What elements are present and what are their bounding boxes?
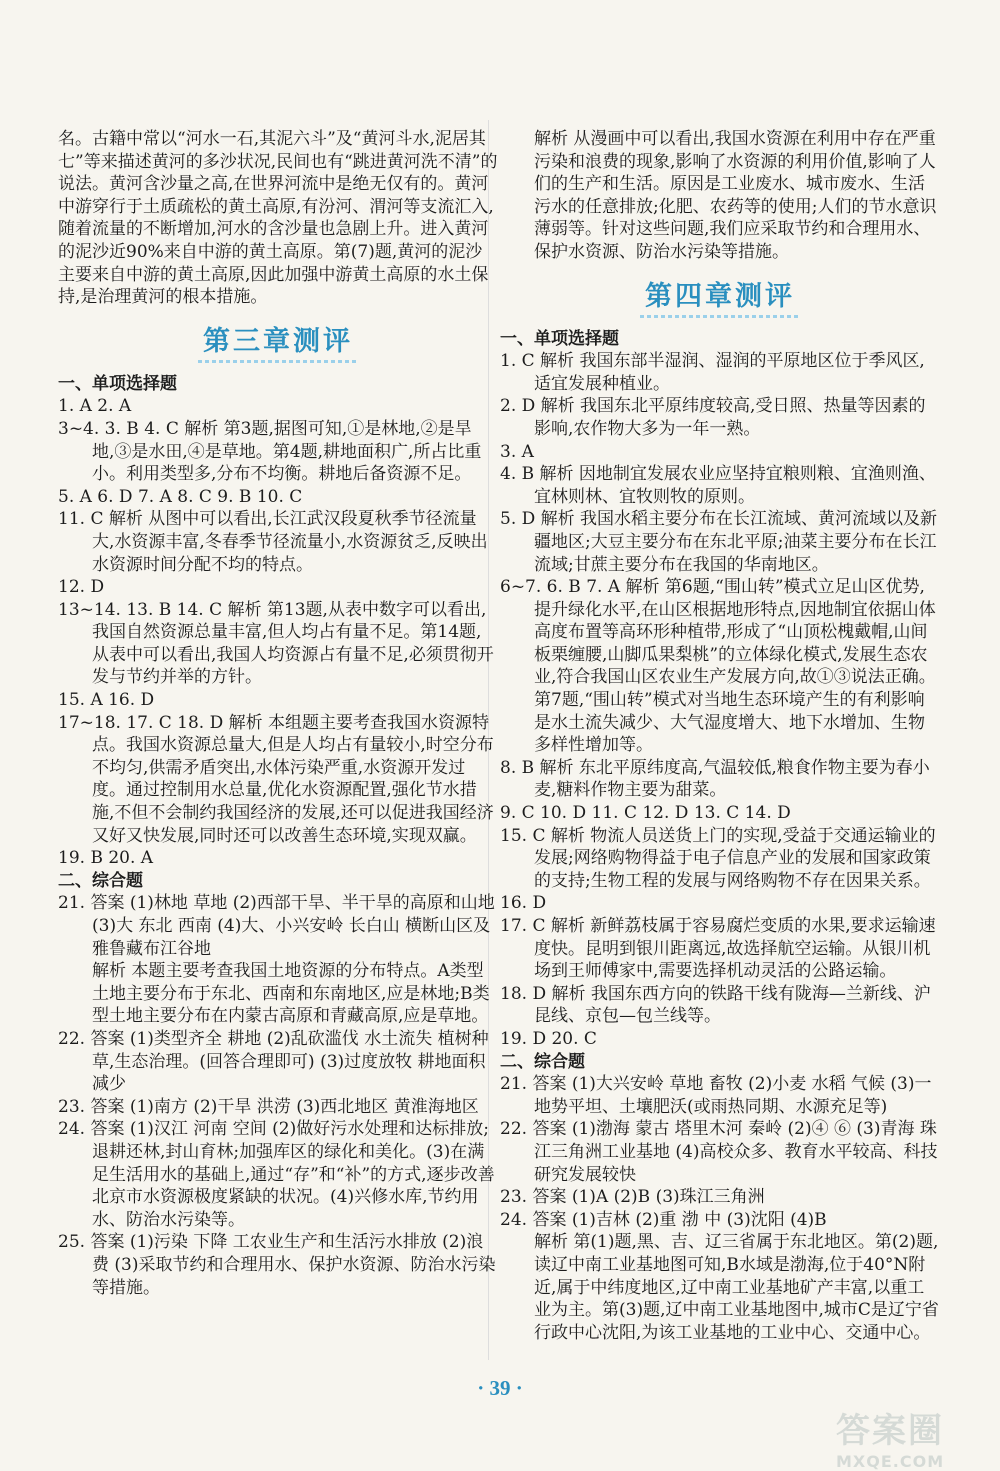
analysis-note: 解析 第(1)题,黑、吉、辽三省属于东北地区。第(2)题,读辽中南工业基地图可知,B水域是渤海,位于40°N附近,属于中纬度地区,辽中南工业基地矿产丰富,以重工业为主。第(3)题,辽中南工业基地图中,城市C是辽宁省行政中心沈阳,为该工业基地的工业中心、交通中心。 xyxy=(534,1232,939,1343)
answer-item: 24. 答案 (1)吉林 (2)重 渤 中 (3)沈阳 (4)B xyxy=(500,1209,827,1230)
answer-item: 1. C 解析 我国东部半湿润、湿润的平原地区位于季风区,适宜发展种植业。 xyxy=(500,351,925,394)
right-intro-paragraph: 解析 从漫画中可以看出,我国水资源在利用中存在严重污染和浪费的现象,影响了水资源的利用价值,影响了人们的生产和生活。原因是工业废水、城市废水、生活污水的任意排放;化肥、农药等的使用;人们的节水意识薄弱等。针对这些问题,我们应采取节约和合理用水、保护水资源、防治水污染等措施。 xyxy=(534,129,937,262)
left-section-comprehensive: 二、综合题 xyxy=(58,870,143,891)
answer-item: 17~18. 17. C 18. D 解析 本组题主要考查我国水资源特点。我国水资源总量大,但是人均占有量较小,时空分布不均匀,供需矛盾突出,水体污染严重,水资源开发过度。通过控制用水总量,优化水资源配置,强化节水措施,不但不会制约我国经济的发展,还可以促进我国经济又好又快发展,同时还可以改善生态环境,实现双赢。 xyxy=(58,712,494,846)
answer-item: 1. A 2. A xyxy=(58,396,132,417)
answer-item: 23. 答案 (1)南方 (2)干旱 洪涝 (3)西北地区 黄淮海地区 xyxy=(58,1096,479,1117)
answer-item: 21. 答案 (1)大兴安岭 草地 畜牧 (2)小麦 水稻 气候 (3)一 地势平坦、土壤肥沃(或雨热同期、水源充足等) xyxy=(500,1074,932,1117)
answer-item: 5. D 解析 我国水稻主要分布在长江流域、黄河流域以及新疆地区;大豆主要分布在东北平原;油菜主要分布在长江流域;甘蔗主要分布在我国的华南地区。 xyxy=(500,509,938,575)
answer-item: 8. B 解析 东北平原纬度高,气温较低,粮食作物主要为春小麦,糖料作物主要为甜菜。 xyxy=(500,757,930,801)
answer-item: 23. 答案 (1)A (2)B (3)珠江三角洲 xyxy=(500,1187,765,1208)
chapter-3-title: 第三章测评 xyxy=(58,327,498,357)
answer-item: 15. C 解析 物流人员送货上门的实现,受益于交通运输业的发展;网络购物得益于电子信息产业的发展和国家政策的支持;生物工程的发展与网络购物不存在因果关系。 xyxy=(500,825,936,891)
answer-item: 11. C 解析 从图中可以看出,长江武汉段夏秋季节径流量大,水资源丰富,冬春季节径流量小,水资源贫乏,反映出水资源时间分配不均的特点。 xyxy=(58,509,488,575)
answer-item: 19. D 20. C xyxy=(500,1028,597,1049)
left-intro-paragraph: 名。古籍中常以“河水一石,其泥六斗”及“黄河斗水,泥居其七”等来描述黄河的多沙状况,民间也有“跳进黄河洗不清”的说法。黄河含沙量之高,在世界河流中是绝无仅有的。黄河中游穿行于土质疏松的黄土高原,有汾河、渭河等支流汇入,随着流量的不断增加,河水的含沙量也急剧上升。进入黄河的泥沙近90%来自中游的黄土高原。第(7)题,黄河的泥沙主要来自中游的黄土高原,因此加强中游黄土高原的水土保持,是治理黄河的根本措施。 xyxy=(58,129,498,308)
answer-item: 24. 答案 (1)汉江 河南 空间 (2)做好污水处理和达标排放;退耕还林,封山育林;加强库区的绿化和美化。(3)在满足生活用水的基础上,通过“存”和“补”的方式,逐步改善北京市水资源极度紧缺的状况。(4)兴修水库,节约用水、防治水污染等。 xyxy=(58,1119,495,1230)
page-number: · 39 · xyxy=(477,1376,523,1400)
answer-item: 16. D xyxy=(500,893,547,914)
answer-item: 6~7. 6. B 7. A 解析 第6题,“围山转”模式立足山区优势,提升绿化水平,在山区根据地形特点,因地制宜依据山体高度布置等高环形种植带,形成了“山顶松槐戴帽,山间板栗缠腰,山脚瓜果梨桃”的立体绿化模式,发展生态农业,符合我国山区农业生产发展方向,故①③说法正确。第7题,“围山转”模式对当地生态环境产生的有利影响是水土流失减少、大气湿度增大、地下水增加、生物多样性增加等。 xyxy=(500,577,936,756)
watermark-text: 答案圈 xyxy=(836,1411,944,1451)
answer-item: 15. A 16. D xyxy=(58,690,155,711)
answer-item: 9. C 10. D 11. C 12. D 13. C 14. D xyxy=(500,803,791,824)
answer-item: 4. B 解析 因地制宜发展农业应坚持宜粮则粮、宜渔则渔、宜林则林、宜牧则牧的原则。 xyxy=(500,464,936,507)
answer-item: 21. 答案 (1)林地 草地 (2)西部干旱、半干旱的高原和山地 (3)大 东北 西南 (4)大、小兴安岭 长白山 横断山区及雅鲁藏布江谷地 xyxy=(58,893,495,959)
answer-item: 17. C 解析 新鲜荔枝属于容易腐烂变质的水果,要求运输速度快。昆明到银川距离远,故选择航空运输。从银川机场到王师傅家中,需要选择机动灵活的公路运输。 xyxy=(500,916,936,982)
answer-item: 19. B 20. A xyxy=(58,848,154,869)
answer-item: 13~14. 13. B 14. C 解析 第13题,从表中数字可以看出,我国自然资源总量丰富,但人均占有量不足。第14题,从表中可以看出,我国人均资源占有量不足,必须贯彻开发与节约并举的方针。 xyxy=(58,599,494,688)
right-section-choice: 一、单项选择题 xyxy=(500,328,619,349)
right-section-comprehensive: 二、综合题 xyxy=(500,1051,585,1072)
answer-item: 22. 答案 (1)类型齐全 耕地 (2)乱砍滥伐 水土流失 植树种草,生态治理。(回答合理即可) (3)过度放牧 耕地面积减少 xyxy=(58,1028,489,1095)
answer-item: 5. A 6. D 7. A 8. C 9. B 10. C xyxy=(58,486,303,507)
answer-item: 3~4. 3. B 4. C 解析 第3题,据图可知,①是林地,②是旱地,③是水田,④是草地。第4题,耕地面积广,所占比重小。利用类型多,分布不均衡。耕地后备资源不足。 xyxy=(58,418,482,485)
left-column xyxy=(58,128,498,1299)
answer-item: 25. 答案 (1)污染 下降 工农业生产和生活污水排放 (2)浪费 (3)采取节约和合理用水、保护水资源、防治水污染等措施。 xyxy=(58,1232,496,1298)
answer-item: 12. D xyxy=(58,577,105,598)
analysis-note: 解析 本题主要考查我国土地资源的分布特点。A类型土地主要分布于东北、西南和东南地区,应是林地;B类型土地主要分布在内蒙古高原和青藏高原,应是草地。 xyxy=(92,961,490,1027)
watermark-logo xyxy=(836,1403,986,1471)
answer-item: 22. 答案 (1)渤海 蒙古 塔里木河 秦岭 (2)④ ⑥ (3)青海 珠江三角洲工业基地 (4)高校众多、教育水平较高、科技研究发展较快 xyxy=(500,1119,938,1185)
left-section-choice: 一、单项选择题 xyxy=(58,373,177,394)
answer-item: 2. D 解析 我国东北平原纬度较高,受日照、热量等因素的影响,农作物大多为一年一熟。 xyxy=(500,396,926,439)
right-column xyxy=(500,128,940,1344)
answer-item: 18. D 解析 我国东西方向的铁路干线有陇海—兰新线、沪昆线、京包—包兰线等。 xyxy=(500,983,931,1027)
watermark-url: MXQE.COM xyxy=(836,1452,945,1471)
chapter-4-title: 第四章测评 xyxy=(500,282,940,312)
answer-item: 3. A xyxy=(500,441,534,462)
